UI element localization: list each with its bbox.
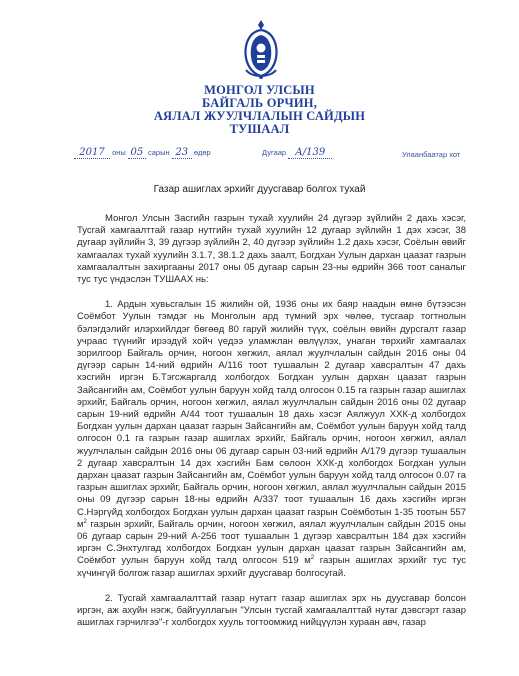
document-title: Газар ашиглах эрхийг дуусгавар болгох тухай <box>153 184 366 195</box>
ministry-line: ТУШААЛ <box>229 122 290 136</box>
clause-1-paragraph <box>77 299 466 580</box>
document-body <box>77 213 466 630</box>
date-year: 2017 <box>74 147 110 159</box>
date-day-suffix: өдөр <box>193 148 211 157</box>
superscript: 2 <box>310 555 315 562</box>
order-number-label: Дугаар <box>262 148 287 157</box>
clause-1-text: 1. Ардын хувьсгалын 15 жилийн ой, 1936 оны их баяр наадын өмнө бүтээсэн Соёмбот Уулын тэмдэг нь Монголын ард түмний эрх чөлөө, тусгаар тогтнолын бэлэгдэлийг илэрхийлдэг бөгөөд 80 гаруй жилийн түүх, соёлын өвийн дурсгалт газар учраас түүнийг ирээдүй хойч үедээ уламжлан өвлүүлэх, унаган төрхийг хамгаалах зорилгоор Байгаль орчин, ногоон хөгжил, аялал жуулчлалын сайдын 2016 оны 04 дүгээр сарын 14-ний өдрийн А/116 тоот тушаалын 2 дугаар хавсралтын 47 дахь хэсгийн иргэн Б.Тэгсжаргалд холбогдох Богдхан уулын дархан цаазат газрын Зайсангийн ам, Соёмбот уулын баруун хойд талд олгосон 0.15 га газрын газар ашиглах эрхийг, Байгаль орчин, ногоон хөгжил, аялал жуулчлалын сайдын 2016 оны 02 дугаар сарын 19-ний өдрийн А/44 тоот тушаалын 18 дахь хэсэг Аялжуул ХХК-д холбогдох Богдхан уулын дархан цаазат газрын Зайсангийн ам, Соёмбот уулын баруун хойд талд олгосон 0.1 га газрын газар ашиглах эрхийг, Байгаль орчин, ногоон хөгжил, аялал жуулчлалын сайдын 2016 оны 06 дугаар сарын 03-ний өдрийн А/179 дүгээр тушаалын 2 дугаар хавсралтын 14 дэх хэсгийн Бам сөлоон ХХК-д холбогдох Богдхан уулын дархан цаазат газрын Зайсангийн ам, Соёмбот уулын баруун хойд талд олгосон 0.07 га газрын ашиглах эрхийг, Байгаль орчин, ногоон хөгжил, аялал жуулчлалын сайдын 2015 оны 09 дүгээр сарын 18-ны өдрийн А/337 тоот тушаалын 16 дахь хэсгийн иргэн С.Нэргүйд холбогдох Богдхан уулын дархан цаазат газрын Соёмботын 1-35 тоотын 557 м <box>77 299 466 530</box>
date-month-suffix: сарын <box>148 148 170 157</box>
date-year-suffix: оны <box>112 148 126 157</box>
ministry-header <box>0 84 519 136</box>
clause-1-text-end: газрын ашиглах эрхийг тус тус хүчингүй болгож газар ашиглах эрхийг дуусгавар болгосугай. <box>77 555 466 579</box>
date-day: 23 <box>172 147 192 159</box>
ministry-line: МОНГОЛ УЛСЫН <box>204 83 315 97</box>
preamble-paragraph: Монгол Улсын Засгийн газрын тухай хуулийн 24 дүгээр зүйлийн 2 дахь хэсэг, Тусгай хамгаалттай газар нутгийн тухай хуулийн 12 дугаар зүйлийн 1 дэх хэсэг, 38 дугаар зүйлийн 3, 39 дүгээр зүйлийн 2, 40 дүгээр зүйлийн 1.2 дахь хэсэг, Соёлын өвийг хамгаалах тухай хуулийн 3.1.7, 38.1.2 дахь заалт, Богдхан Уулын дархан цаазат газрын хамгаалалтын захиргааны 2017 оны 05 дугаар сарын 23-ны өдрийн 366 тоот саналыг тус тус үндэслэн ТУШААХ нь: <box>77 213 466 286</box>
ministry-line: АЯЛАЛ ЖУУЛЧЛАЛЫН САЙДЫН <box>153 109 366 123</box>
place: Улаанбаатар хот <box>402 150 461 159</box>
date-month: 05 <box>128 147 146 159</box>
superscript: 2 <box>83 518 87 525</box>
clause-1-text-continued: газрын эрхийг, Байгаль орчин, ногоон хөгжил, аялал жуулчлалын сайдын 2015 оны 06 дугаар сарын 29-ний А-256 тоот тушаалын 1 дүгээр хавсралтын 184 дэх хэсгийн иргэн С.Энхтулгад холбогдох Богдхан уулын дархан цаазат газрын Зайсангийн ам, Соёмбот уулын баруун хойд талд олгосон 519 м <box>77 518 466 567</box>
state-emblem-icon <box>240 18 282 80</box>
order-number-value: А/139 <box>288 147 332 159</box>
date-line <box>74 147 211 159</box>
ministry-line: БАЙГАЛЬ ОРЧИН, <box>201 96 318 110</box>
clause-2-paragraph: 2. Тусгай хамгаалалттай газар нутагт газар ашиглах эрх нь дуусгавар болсон иргэн, аж ахуйн нэгж, байгууллагын "Улсын тусгай хамгаалалттай нутаг дэвсгэрт газар ашиглах гэрчилгээ"-г холбогдох хууль тогтоомжид нийцүүлэн хураан авч, газар <box>77 592 466 629</box>
order-number <box>262 147 332 159</box>
